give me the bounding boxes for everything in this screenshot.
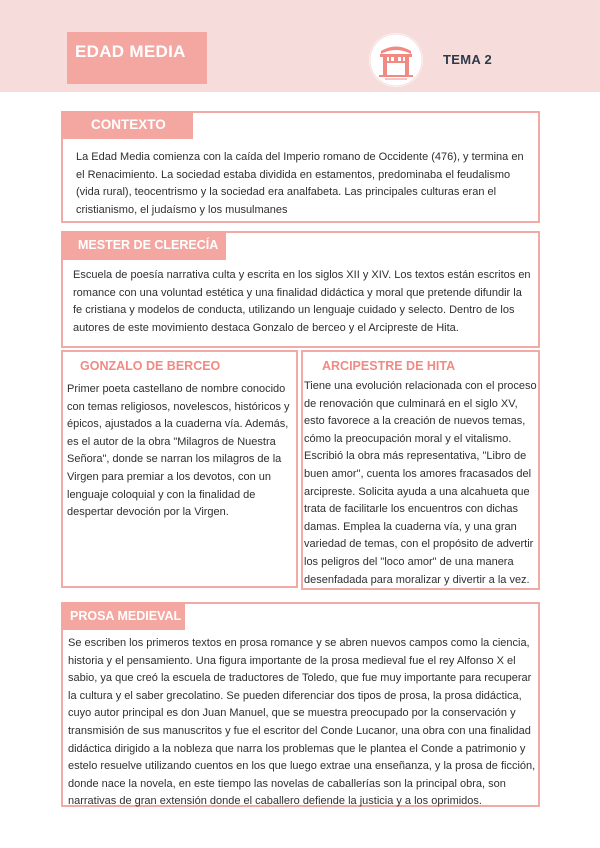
contexto-label: CONTEXTO [91, 117, 166, 132]
mester-label: MESTER DE CLERECÍA [78, 238, 219, 252]
mester-text: Escuela de poesía narrativa culta y escrita en los siglos XII y XIV. Los textos están escritos en romance con una voluntad estética y una finalidad didáctica y moral que pretende difundir la fe cristiana y modelos de conducta, utilizando un lenguaje cuidado y selecto. Dentro de los autores de este movimiento destaca Gonzalo de berceo y el Arcipreste de Hita. [73, 269, 531, 334]
tema-label: TEMA 2 [443, 52, 492, 67]
gonzalo-label: GONZALO DE BERCEO [80, 359, 221, 373]
gate-arch-icon [369, 33, 423, 87]
arcipreste-label: ARCIPESTRE DE HITA [322, 359, 456, 373]
prosa-text: Se escriben los primeros textos en prosa romance y se abren nuevos campos como la ciencia, historia y el pensamiento. Una figura importante de la prosa medieval fue el rey Alfonso X el sabio, ya que creó la escuela de traductores de Toledo, que fue muy importante para recuperar la cultura y el saber grecolatino. Se pueden diferenciar dos tipos de prosa, la prosa didáctica, cuyo autor principal es don Juan Manuel, que se muestra preocupado por la conservación y transmisión de sus manuscritos y fue el escritor del Conde Lucanor, una obra con una finalidad didáctica dirigido a la nobleza que narra los problemas que le plantea el Conde a patrimonio y estelo resuelve utilizando cuentos en los que luego extrae una enseñanza, y la prosa de ficción, donde nace la novela, en este tiempo las novelas de caballerías son la principal obra, son narrativas de gran extensión donde el caballero defiende la justicia y a los oprimidos. [68, 637, 536, 808]
prosa-label: PROSA MEDIEVAL [70, 609, 182, 623]
contexto-tag [61, 111, 193, 139]
gonzalo-text: Primer poeta castellano de nombre conocido con temas religiosos, novelescos, históricos y épicos, ajustados a la cuaderna vía. Además, es el autor de la obra "Milagros de Nuestra Señora", donde se narran los milagros de la Virgen para premiar a los devotos, con un lenguaje coloquial y con la finalidad de despertar devoción por la Virgen. [67, 383, 290, 519]
page-title: EDAD MEDIA [75, 42, 186, 61]
contexto-text: La Edad Media comienza con la caída del Imperio romano de Occidente (476), y termina en el Renacimiento. La sociedad estaba dividida en estamentos, predominaba el feudalismo (vida rural), teocentrismo y la sociedad era analfabeta. Las principales culturas eran el cristianismo, el judaísmo y los musulmanes [76, 151, 524, 216]
title-box [67, 32, 207, 84]
mester-tag [61, 231, 226, 260]
prosa-tag [61, 602, 185, 630]
arcipreste-text: Tiene una evolución relacionada con el proceso de renovación que culminará en el siglo XV, esto favorece a la creación de nuevos temas, cómo la preocupación moral y el vitalismo. Escribió la obra más representativa, "Libro de buen amor", cuenta los amores fracasados del arcipreste. Solicita ayuda a una alcahueta que trata de facilitarle los encuentros con dichas damas. Emplea la cuaderna vía, y una gran variedad de temas, con el propósito de advertir los peligros del "loco amor" de una manera desenfadada para moralizar y divertir a la vez. [304, 380, 537, 586]
